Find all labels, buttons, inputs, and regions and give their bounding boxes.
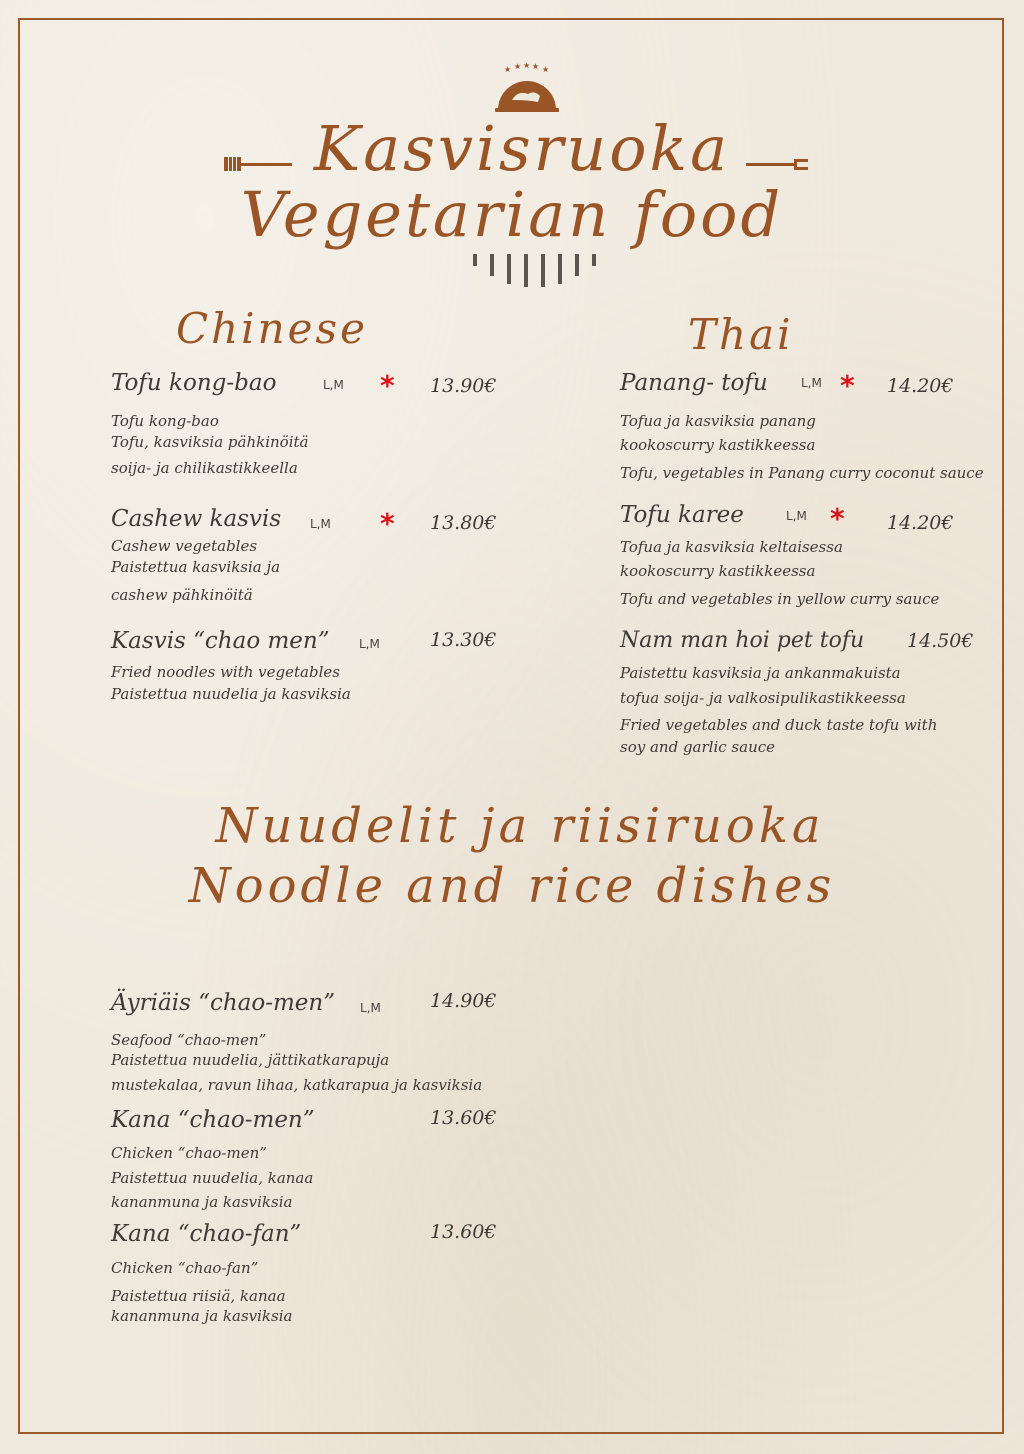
menu-item-price: 14.20€ (887, 375, 954, 397)
allergen-label: L,M (360, 1001, 381, 1015)
menu-item-desc-line: Paistettu kasviksia ja ankanmakuista (620, 664, 901, 682)
menu-item-desc-line: Tofu, vegetables in Panang curry coconut sauce (620, 464, 984, 482)
menu-item-price: 14.50€ (907, 630, 974, 652)
menu-item-desc-line: Paistettua kasviksia ja (111, 558, 281, 576)
allergen-label: L,M (359, 637, 380, 651)
svg-text:★: ★ (542, 65, 550, 74)
menu-item-desc-line: Tofu kong-bao (111, 412, 219, 430)
cloche-logo-icon (492, 62, 562, 114)
menu-item-desc-line: Fried vegetables and duck taste tofu with (620, 716, 938, 734)
menu-item-desc-line: tofua soija- ja valkosipulikastikkeessa (620, 689, 906, 707)
section-heading-noodles-fi: Nuudelit ja riisiruoka (215, 798, 825, 854)
menu-item-desc-line: Tofu and vegetables in yellow curry sauce (620, 590, 940, 608)
menu-item-price: 13.90€ (430, 375, 497, 397)
menu-item-price: 13.30€ (430, 629, 497, 651)
menu-item-desc-line: soy and garlic sauce (620, 738, 776, 756)
menu-item-name: Cashew kasvis (111, 506, 282, 532)
menu-item-name: Kana “chao-men” (111, 1107, 315, 1133)
menu-item-desc-line: Chicken “chao-men” (111, 1144, 267, 1162)
menu-item-desc-line: kookoscurry kastikkeessa (620, 562, 816, 580)
title-finnish: Kasvisruoka (313, 112, 731, 185)
menu-item-price: 13.80€ (430, 512, 497, 534)
svg-text:★: ★ (532, 62, 540, 71)
menu-item-desc-line: cashew pähkinöitä (111, 586, 253, 604)
allergen-label: L,M (323, 378, 344, 392)
svg-text:★: ★ (504, 65, 512, 74)
menu-item-name: Nam man hoi pet tofu (620, 628, 865, 653)
section-heading-thai: Thai (688, 310, 794, 359)
menu-item-desc-line: kananmuna ja kasviksia (111, 1307, 293, 1325)
allergen-label: L,M (801, 376, 822, 390)
title-english: Vegetarian food (240, 178, 784, 251)
fork-knife-left-icon (224, 155, 294, 175)
menu-item-desc-line: Tofua ja kasviksia keltaisessa (620, 538, 843, 556)
menu-item-desc-line: Chicken “chao-fan” (111, 1259, 259, 1277)
svg-text:★: ★ (514, 62, 522, 71)
menu-item-price: 14.90€ (430, 990, 497, 1012)
allergen-label: L,M (310, 517, 331, 531)
menu-item-name: Kasvis “chao men” (111, 628, 330, 654)
menu-item-name: Tofu karee (620, 502, 744, 528)
menu-item-desc-line: Tofua ja kasviksia panang (620, 412, 816, 430)
section-heading-noodles-en: Noodle and rice dishes (188, 858, 836, 914)
menu-item-desc-line: mustekalaa, ravun lihaa, katkarapua ja kasviksia (111, 1076, 483, 1094)
menu-item-desc-line: soija- ja chilikastikkeella (111, 459, 298, 477)
menu-item-desc-line: Fried noodles with vegetables (111, 663, 340, 681)
menu-item-name: Kana “chao-fan” (111, 1221, 302, 1247)
fork-right-icon (746, 155, 812, 175)
menu-item-price: 13.60€ (430, 1221, 497, 1243)
menu-item-desc-line: kananmuna ja kasviksia (111, 1193, 293, 1211)
menu-item-desc-line: Paistettua nuudelia ja kasviksia (111, 685, 351, 703)
menu-item-desc-line: Tofu, kasviksia pähkinöitä (111, 433, 309, 451)
section-heading-chinese: Chinese (176, 304, 368, 353)
menu-item-desc-line: Paistettua nuudelia, jättikatkarapuja (111, 1051, 390, 1069)
menu-item-name: Panang- tofu (620, 370, 768, 396)
menu-item-desc-line: Paistettua riisiä, kanaa (111, 1287, 286, 1305)
menu-item-desc-line: kookoscurry kastikkeessa (620, 436, 816, 454)
allergen-label: L,M (786, 509, 807, 523)
menu-item-price: 14.20€ (887, 512, 954, 534)
spicy-star-icon: * (380, 369, 395, 402)
menu-item-price: 13.60€ (430, 1107, 497, 1129)
spicy-star-icon: * (830, 502, 845, 535)
menu-item-name: Tofu kong-bao (111, 370, 277, 396)
menu-item-desc-line: Paistettua nuudelia, kanaa (111, 1169, 314, 1187)
menu-item-name: Äyriäis “chao-men” (111, 990, 335, 1016)
menu-item-desc-line: Cashew vegetables (111, 537, 258, 555)
svg-text:★: ★ (523, 61, 531, 70)
spicy-star-icon: * (840, 369, 855, 402)
spicy-star-icon: * (380, 507, 395, 540)
decorative-bars-icon (471, 252, 601, 288)
menu-item-desc-line: Seafood “chao-men” (111, 1031, 267, 1049)
